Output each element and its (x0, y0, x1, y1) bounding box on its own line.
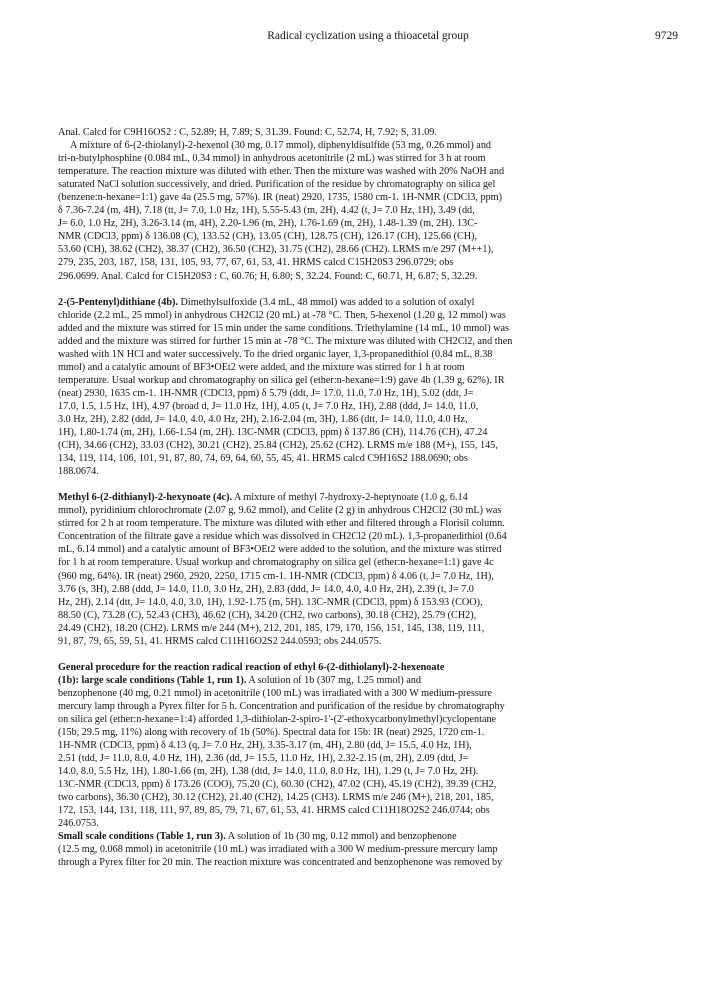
text-line: 2.51 (tdd, J= 11.0, 8.0, 4.0 Hz, 1H), 2.36 (dd, J= 15.5, 11.0 Hz, 1H), 2.32-2.15 (m, 2H), 2.09 (dtd, J= (58, 753, 469, 765)
text-run: A solution of 1b (307 mg, 1.25 mmol) and (248, 674, 421, 686)
text-line: added and the mixture was stirred for further 15 min at -78 °C. The mixture was diluted with CH2Cl2, and then (58, 335, 513, 347)
section-heading: (1b): large scale conditions (Table 1, run 1). (58, 674, 247, 686)
text-line: two carbons), 36.30 (CH2), 30.12 (CH2), 21.40 (CH2), 14.25 (CH3). LRMS m/e 246 (M+), 218, 201, 185, (58, 792, 494, 804)
text-line: 3.76 (s, 3H), 2.88 (ddd, J= 14.0, 11.0, 3.0 Hz, 2H), 2.83 (ddd, J= 14.0, 4.0, 4.0 Hz, 2H), 2.39 (t, J= 7.0 (58, 583, 474, 595)
text-line: on silica gel (ether:n-hexane=1:4) afforded 1,3-dithiolan-2-spiro-1'-(2'-ethoxycarbonylmethyl)cyclopentane (58, 713, 497, 725)
paragraph-analysis-4a-precursor (58, 126, 678, 139)
text-line: 17.0, 1.5, 1.5 Hz, 1H), 4.97 (broad d, J= 11.0 Hz, 1H), 4.05 (t, J= 7.0 Hz, 1H), 2.88 (ddd, J= 14.0, 11.0, (58, 400, 479, 412)
text-line: mmol) and a catalytic amount of BF3•OEt2 were added, and the mixture was stirred for 1 h at room (58, 361, 465, 373)
text-line: δ 7.36-7.24 (m, 4H), 7.18 (tt, J= 7.0, 1.0 Hz, 1H), 5.55-5.43 (m, 2H), 4.42 (t, J= 7.0 Hz, 1H), 3.49 (dd, (58, 205, 475, 217)
text-line (58, 830, 678, 843)
text-line: 279, 235, 203, 187, 158, 131, 105, 93, 77, 67, 61, 53, 41. HRMS calcd C15H20S3 296.0729; obs (58, 257, 454, 269)
text-line: Concentration of the filtrate gave a residue which was dissolved in CH2Cl2 (20 mL). 1,3-propanedithiol (0.64 (58, 531, 507, 543)
text-line: 88.50 (C), 73.28 (C), 52.43 (CH3), 46.62 (CH), 34.20 (CH2, two carbons), 30.18 (CH2), 25.79 (CH2), (58, 609, 477, 621)
paragraph-synthesis-4a (58, 139, 678, 283)
text-line: stirred for 2 h at room temperature. The mixture was diluted with ether and filtered through a Florisil column. (58, 518, 505, 530)
text-line: A mixture of 6-(2-thiolanyl)-2-hexenol (30 mg, 0.17 mmol), diphenyldisulfide (53 mg, 0.26 mmol) and (70, 140, 492, 152)
text-line: 1H-NMR (CDCl3, ppm) δ 4.13 (q, J= 7.0 Hz, 2H), 3.35-3.17 (m, 4H), 2.80 (dd, J= 15.5, 4.0 Hz, 1H), (58, 740, 472, 752)
text-line: washed with 1N HCl and water successively. To the dried organic layer, 1,3-propanedithiol (0.84 mL, 8.38 (58, 348, 493, 360)
paragraph-synthesis-4c (58, 491, 678, 648)
text-line: 1H), 1.80-1.74 (m, 2H), 1.66-1.54 (m, 2H). 13C-NMR (CDCl3, ppm) δ 137.86 (CH), 114.76 (CH), 47.24 (58, 427, 488, 439)
text-line: (CH), 34.66 (CH2), 33.03 (CH2), 30.21 (CH2), 25.84 (CH2), 25.62 (CH2). LRMS m/e 188 (M+), 155, 145, (58, 440, 498, 452)
text-line: 91, 87, 79, 65, 59, 51, 41. HRMS calcd C11H16O2S2 244.0593; obs 244.0575. (58, 635, 382, 647)
text-line: 246.0753. (58, 818, 99, 830)
text-line: chloride (2.2 mL, 25 mmol) in anhydrous CH2Cl2 (20 mL) at -78 °C. Then, 5-hexenol (1.20 g, 12 mmol) was (58, 309, 506, 321)
text-line: for 1 h at room temperature. Usual workup and chromatography on silica gel (ether:n-hexane=1:1) gave 4c (58, 557, 494, 569)
text-line: (benzene:n-hexane=1:1) gave 4a (25.5 mg, 57%). IR (neat) 2920, 1735, 1580 cm-1. 1H-NMR (CDCl3, ppm) (58, 192, 502, 204)
text-line: 172, 153, 144, 131, 118, 111, 97, 89, 85, 79, 71, 67, 61, 53, 41. HRMS calcd C11H18O2S2 246.0744; obs (58, 805, 490, 817)
section-heading: Methyl 6-(2-dithianyl)-2-hexynoate (4c). (58, 492, 233, 504)
text-line: NMR (CDCl3, ppm) δ 136.08 (C), 133.52 (CH), 13.05 (CH), 128.75 (CH), 126.17 (CH), 125.66 (CH), (58, 231, 478, 243)
text-line: added and the mixture was stirred for 15 min under the same conditions. Triethylamine (14 mL, 10 mmol) was (58, 322, 509, 334)
text-line: 53.60 (CH), 38.62 (CH2), 38.37 (CH2), 36.50 (CH2), 31.75 (CH2), 28.66 (CH2). LRMS m/e 297 (M++1), (58, 244, 494, 256)
page-number: 9729 (655, 30, 678, 42)
text-line: mercury lamp through a Pyrex filter for 5 h. Concentration and purification of the residue by chromatography (58, 700, 505, 712)
text-line: Anal. Calcd for C9H16OS2 : C, 52.89; H, 7.89; S, 31.39. Found: C, 52.74, H, 7.92; S, 31.09. (58, 127, 437, 138)
text-line: 188.0674. (58, 466, 99, 478)
section-heading: 2-(5-Pentenyl)dithiane (4b). (58, 296, 178, 308)
text-line: (neat) 2930, 1635 cm-1. 1H-NMR (CDCl3, ppm) δ 5.79 (ddt, J= 17.0, 11.0, 7.0 Hz, 1H), 5.02 (ddt, J= (58, 387, 474, 399)
section-heading: Small scale conditions (Table 1, run 3). (58, 831, 226, 843)
text-run: Dimethylsulfoxide (3.4 mL, 48 mmol) was added to a solution of oxalyl (180, 296, 475, 308)
paragraph-general-procedure (58, 661, 678, 831)
running-head (58, 30, 678, 46)
text-line: J= 6.0, 1.0 Hz, 2H), 3.26-3.14 (m, 4H), 2.20-1.96 (m, 2H), 1.76-1.69 (m, 2H), 1.48-1.39 (m, 2H). 13C- (58, 218, 478, 230)
text-line: 13C-NMR (CDCl3, ppm) δ 173.26 (COO), 75.20 (C), 60.30 (CH2), 47.02 (CH), 45.19 (CH2), 39.39 (CH2, (58, 779, 497, 791)
text-line: Hz, 2H), 2.14 (dtt, J= 14.0, 4.0, 3.0, 1H), 1.92-1.75 (m, 5H). 13C-NMR (CDCl3, ppm) δ 153.93 (COO), (58, 596, 483, 608)
text-line: 24.49 (CH2), 18.20 (CH2). LRMS m/e 244 (M+), 212, 201, 185, 179, 170, 156, 151, 145, 138, 119, 111, (58, 622, 485, 634)
text-line: 134, 119, 114, 106, 101, 91, 87, 80, 74, 69, 64, 60, 55, 45, 41. HRMS calcd C9H16S2 188.0690; obs (58, 453, 468, 465)
paragraph-synthesis-4b (58, 296, 678, 479)
text-line: 3.0 Hz, 2H), 2.82 (ddd, J= 14.0, 4.0, 4.0 Hz, 2H), 2.16-2.04 (m, 3H), 1.86 (dtt, J= 14.0, 11.0, 4.0 Hz, (58, 413, 468, 425)
article-body (58, 126, 678, 870)
text-line: benzophenone (40 mg, 0.21 mmol) in acetonitrile (100 mL) was irradiated with a 300 W medium-pressure (58, 687, 492, 699)
text-line: mmol), pyridinium chlorochromate (2.07 g, 9.62 mmol), and Celite (2 g) in anhydrous CH2Cl2 (30 mL) was (58, 505, 502, 517)
text-line (58, 296, 678, 309)
text-line: 296.0699. Anal. Calcd for C15H20S3 : C, 60.76; H, 6.80; S, 32.24. Found: C, 60.71, H, 6.87; S, 32.29. (58, 270, 478, 282)
text-run: A mixture of methyl 7-hydroxy-2-heptynoate (1.0 g, 6.14 (234, 492, 468, 504)
text-line: (12.5 mg, 0.068 mmol) in acetonitrile (10 mL) was irradiated with a 300 W medium-pressure mercury lamp (58, 844, 498, 856)
text-line: mL, 6.14 mmol) and a catalytic amount of BF3•OEt2 were added to the solution, and the mixture was stirred (58, 544, 502, 556)
text-line (58, 491, 678, 504)
text-run: A solution of 1b (30 mg, 0.12 mmol) and benzophenone (227, 831, 457, 843)
paragraph-small-scale (58, 830, 678, 869)
section-heading: General procedure for the reaction radical reaction of ethyl 6-(2-dithiolanyl)-2-hexenoate (58, 661, 445, 673)
running-title: Radical cyclization using a thioacetal group (267, 30, 469, 42)
text-line: (960 mg, 64%). IR (neat) 2960, 2920, 2250, 1715 cm-1. 1H-NMR (CDCl3, ppm) δ 4.06 (t, J= 7.0 Hz, 1H), (58, 570, 494, 582)
text-line (58, 674, 678, 687)
text-line: 14.0, 8.0, 5.5 Hz, 1H), 1.80-1.66 (m, 2H), 1.38 (dtd, J= 14.0, 11.0, 8.0 Hz, 1H), 1.29 (t, J= 7.0 Hz, 2H). (58, 766, 479, 778)
text-line: through a Pyrex filter for 20 min. The reaction mixture was concentrated and benzophenone was removed by (58, 857, 503, 869)
text-line: saturated NaCl solution successively, and dried. Purification of the residue by chromatography on silica gel (58, 179, 496, 191)
text-line: temperature. Usual workup and chromatography on silica gel (ether:n-hexane=1:9) gave 4b (1.39 g, 62%). IR (58, 374, 505, 386)
text-line: temperature. The reaction mixture was diluted with ether. Then the mixture was washed with 20% NaOH and (58, 166, 505, 178)
text-line: (15b, 29.5 mg, 11%) along with recovery of 1b (50%). Spectral data for 15b: IR (neat) 2925, 1720 cm-1. (58, 727, 485, 739)
text-line: tri-n-butylphosphine (0.084 mL, 0.34 mmol) in anhydrous acetonitrile (2 mL) was stirred for 3 h at room (58, 153, 486, 165)
